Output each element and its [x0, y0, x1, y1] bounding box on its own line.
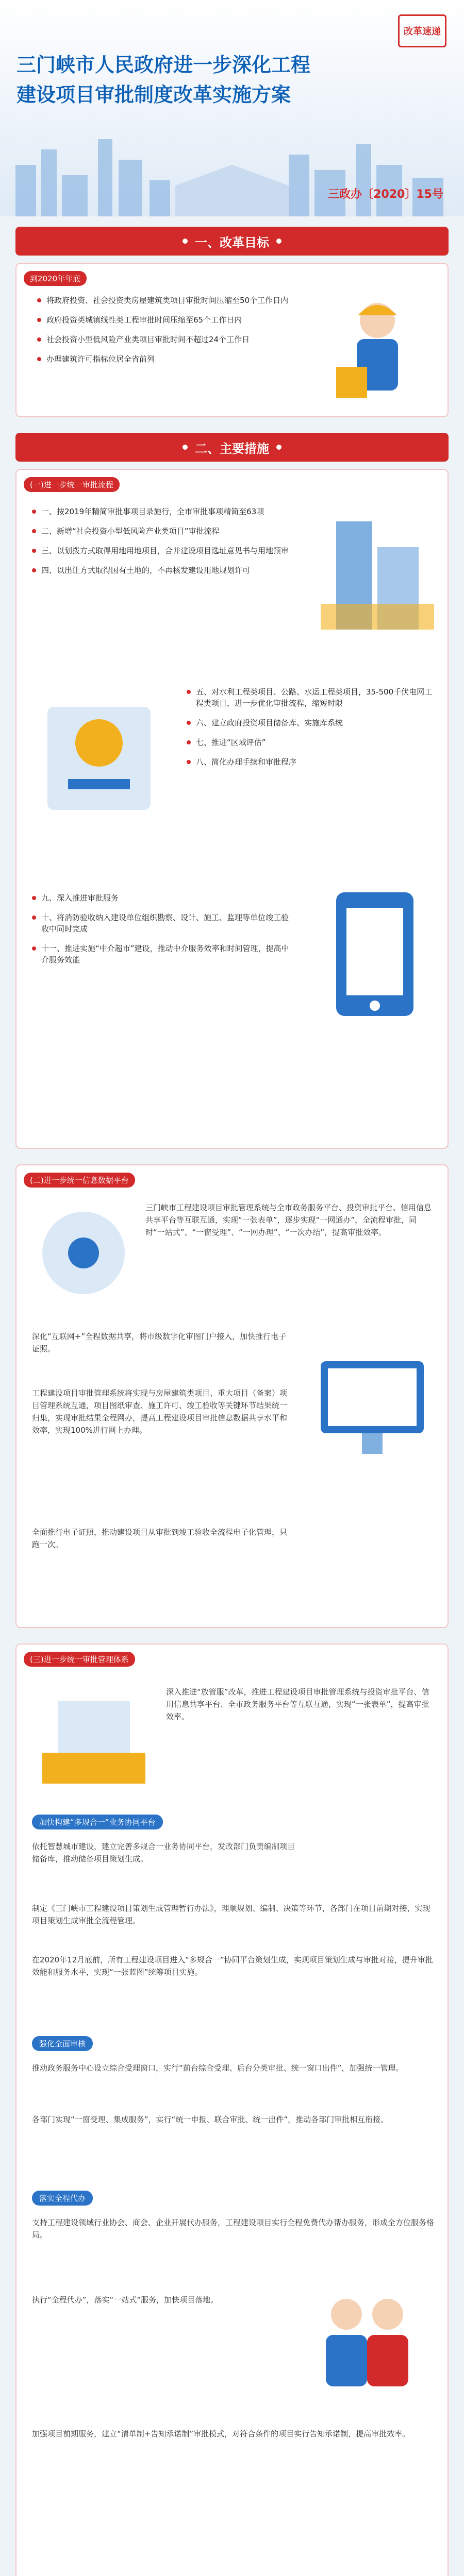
part1-list-a — [32, 506, 300, 584]
section-title: 一、改革目标 — [195, 235, 269, 250]
measure-item: 十一、推进实施“中介超市”建设，推动中介服务效率和时间管理，提高中介服务效能 — [32, 943, 290, 965]
section-title: 二、主要措施 — [195, 441, 269, 456]
measure-item: 十、将消防验收纳入建设单位组织勘察、设计、施工、监理等单位竣工验收中同时完成 — [32, 912, 290, 935]
part3-paragraph-1: 深入推进“放管服”改革，推进工程建设项目审批管理系统与投资审批平台、信用信息共享平台、全市政务服务平台等互联互通，实现“一张表单”，提高审批效率。 — [166, 1687, 429, 1721]
dot-icon — [183, 445, 188, 450]
part2-tag: (二)进一步统一信息数据平台 — [24, 1173, 135, 1188]
building-illustration-icon — [321, 501, 434, 635]
measure-part1-card — [15, 469, 449, 1149]
part3-tag: (三)进一步统一审批管理体系 — [24, 1652, 135, 1667]
dot-icon — [183, 239, 188, 244]
hero-banner — [0, 0, 464, 216]
part3-subtag-3: 落实全程代办 — [32, 2191, 93, 2206]
city-skyline-illustration — [0, 129, 464, 216]
measure-item: 三、以划拨方式取得用地用地项目，合并建设项目选址意见书与用地预审 — [32, 545, 300, 556]
part3-paragraph-3: 制定《三门峡市工程建设项目策划生成管理暂行办法》，理顺规划、编制、决策等环节，各部门在项目前期对接，实现项目策划生成审批全流程管理。 — [32, 1904, 430, 1925]
part3-paragraph-6: 各部门实现“一窗受理、集成服务”，实行“统一申报、联合审批、统一出件”，推动各部门审批相互衔接。 — [32, 2115, 389, 2124]
part3-paragraph-4: 在2020年12月底前，所有工程建设项目进入“多规合一”协同平台策划生成，实现项目策划生成与审批对接，提升审批效能和服务水平，实现“一张蓝图”统筹项目实施。 — [32, 1955, 433, 1977]
title-line-1: 三门峡市人民政府进一步深化工程 — [16, 55, 311, 76]
part2-paragraph-2: 深化“互联网+”全程数据共享，将市级数字化审图门户接入，加快推行电子证照。 — [32, 1332, 287, 1353]
goal-item: 办理建筑许可指标位居全省前列 — [37, 353, 305, 365]
part2-paragraph-3: 工程建设项目审批管理系统将实现与房屋建筑类项目、重大项目（备案）项目管理系统互通，项目图纸审查、施工许可、竣工验收等关键环节结果统一归集，实现审批结果全程网办，提高工程建设项目审批信息数据共享水平和效率，实现100%进行网上办理。 — [32, 1388, 288, 1435]
worker-illustration-icon — [326, 290, 429, 403]
measure-item: 七、推进“区域评估” — [187, 737, 434, 748]
part1-tag: (一)进一步统一审批流程 — [24, 477, 120, 492]
part3-paragraph-2: 依托智慧城市建设，建立完善多规合一业务协同平台，发改部门负责编制项目储备库，推动储备项目策划生成。 — [32, 1842, 295, 1863]
year-tag: 到2020年年底 — [24, 271, 87, 286]
section-measures-header — [15, 433, 449, 462]
part3-paragraph-5: 推动政务服务中心设立综合受理窗口，实行“前台综合受理、后台分类审批、统一窗口出件”，加强统一管理。 — [32, 2063, 404, 2073]
part1-list-b — [187, 686, 434, 776]
part3-subtag-2: 强化全面审核 — [32, 2036, 93, 2051]
network-illustration-icon — [32, 1201, 135, 1304]
part3-paragraph-9: 加强项目前期服务，建立“清单制+告知承诺制”审批模式，对符合条件的项目实行告知承诺制，提高审批效率。 — [32, 2429, 410, 2438]
page-title — [16, 50, 408, 110]
desk-illustration-icon — [32, 1681, 156, 1794]
part3-paragraph-8: 执行“全程代办”，落实“一站式”服务，加快项目落地。 — [32, 2295, 219, 2304]
goal-item: 将政府投资、社会投资类房屋建筑类项目审批时间压缩至50个工作日内 — [37, 295, 305, 306]
measure-item: 八、简化办理手续和审批程序 — [187, 756, 434, 768]
measure-item: 五、对水利工程类项目、公路、水运工程类项目，35-500千伏电网工程类项目，进一步优化审批流程，缩短时限 — [187, 686, 434, 709]
reform-badge: 改革速递 — [398, 14, 446, 47]
section-goals-header — [15, 227, 449, 256]
measure-item: 四、以出让方式取得国有土地的，不再核发建设用地规划许可 — [32, 565, 300, 576]
part3-paragraph-7: 支持工程建设领域行业协会、商会、企业开展代办服务，工程建设项目实行全程免费代办帮办服务，形成全方位服务格局。 — [32, 2218, 435, 2240]
part3-subtag-1: 加快构建“多规合一”业务协同平台 — [32, 1815, 163, 1829]
service-illustration-icon — [316, 882, 434, 1026]
measure-item: 一、按2019年精简审批事项目录施行，全市审批事项精简至63项 — [32, 506, 300, 517]
measure-item: 九、深入推进审批服务 — [32, 892, 290, 904]
planning-illustration-icon — [37, 686, 161, 820]
goal-item: 社会投资小型低风险产业类项目审批时间不超过24个工作日 — [37, 334, 305, 345]
part2-paragraph-1: 三门峡市工程建设项目审批管理系统与全市政务服务平台、投资审批平台、信用信息共享平台等互联互通，实现“一张表单”，逐步实现“一网通办”，全流程审批，同时“一站式”、“一窗受理”、“一网办理”、“一次办结”，提高审批效率。 — [145, 1203, 432, 1237]
dot-icon — [276, 239, 281, 244]
goals-list — [37, 295, 305, 373]
document-number: 三政办〔2020〕15号 — [328, 188, 443, 201]
measure-part2-card — [15, 1164, 449, 1628]
team-illustration-icon — [305, 2273, 429, 2397]
computer-illustration-icon — [316, 1351, 429, 1475]
measure-part3-card — [15, 1643, 449, 2576]
title-line-2: 建设项目审批制度改革实施方案 — [16, 84, 291, 106]
measure-item: 二、新增“社会投资小型低风险产业类项目”审批流程 — [32, 526, 300, 537]
goal-item: 政府投资类城镇线性类工程审批时间压缩至65个工作日内 — [37, 314, 305, 326]
goals-card — [15, 263, 449, 417]
part2-paragraph-4: 全面推行电子证照，推动建设项目从审批到竣工验收全流程电子化管理，只跑一次。 — [32, 1528, 288, 1549]
measure-item: 六、建立政府投资项目储备库、实施库系统 — [187, 717, 434, 728]
part1-list-c — [32, 892, 290, 974]
dot-icon — [276, 445, 281, 450]
